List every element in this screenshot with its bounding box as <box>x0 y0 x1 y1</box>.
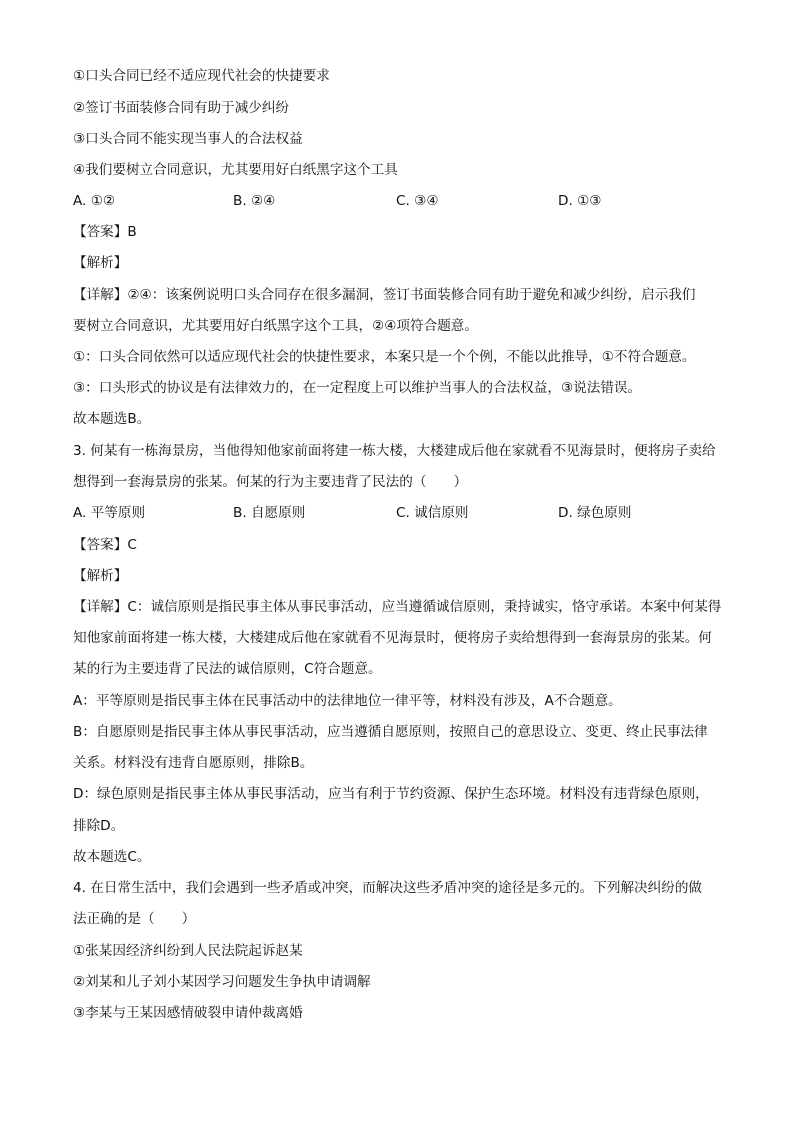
explanation-line: A：平等原则是指民事主体在民事活动中的法律地位一律平等，材料没有涉及，A不合题意。 <box>73 693 622 709</box>
explanation-line: 某的行为主要违背了民法的诚信原则，C符合题意。 <box>73 661 382 677</box>
explanation-line: ③：口头形式的协议是有法律效力的，在一定程度上可以维护当事人的合法权益，③说法错误。 <box>73 380 642 396</box>
question-4-stem: 4. 在日常生活中，我们会遇到一些矛盾或冲突，而解决这些矛盾冲突的途径是多元的。下列解决纠纷的做 <box>73 880 703 896</box>
explanation-line: 知他家前面将建一栋大楼，大楼建成后他在家就看不见海景时，便将房子卖给想得到一套海景房的张某。何 <box>73 630 712 646</box>
explanation-line: 【详解】C：诚信原则是指民事主体从事民事活动，应当遵循诚信原则，秉持诚实，恪守承诺。本案中何某得 <box>73 599 722 615</box>
statement-2: ②签订书面装修合同有助于减少纠纷 <box>73 100 290 116</box>
explanation-line: 关系。材料没有违背自愿原则，排除B。 <box>73 755 314 771</box>
explanation-line: B：自愿原则是指民事主体从事民事活动，应当遵循自愿原则，按照自己的意思设立、变更、终止民事法律 <box>73 724 708 740</box>
explanation-line: 要树立合同意识，尤其要用好白纸黑字这个工具，②④项符合题意。 <box>73 318 478 334</box>
statement-3: ③李某与王某因感情破裂申请仲裁离婚 <box>73 1005 303 1021</box>
analysis-label: 【解析】 <box>73 255 128 271</box>
q2-option-d: D. ①③ <box>558 193 602 209</box>
q3-option-b: B. 自愿原则 <box>233 505 306 521</box>
statement-1: ①口头合同已经不适应现代社会的快捷要求 <box>73 68 330 84</box>
statement-1: ①张某因经济纠纷到人民法院起诉赵某 <box>73 943 303 959</box>
analysis-label: 【解析】 <box>73 568 128 584</box>
q3-option-a: A. 平等原则 <box>73 505 146 521</box>
conclusion-line: 故本题选C。 <box>73 849 151 865</box>
explanation-line: 排除D。 <box>73 818 125 834</box>
q2-option-b: B. ②④ <box>233 193 276 209</box>
statement-3: ③口头合同不能实现当事人的合法权益 <box>73 131 303 147</box>
explanation-line: ①：口头合同依然可以适应现代社会的快捷性要求，本案只是一个个例，不能以此推导，①不符合题意。 <box>73 349 696 365</box>
question-4-stem: 法正确的是（ ） <box>73 911 196 927</box>
question-3-stem: 想得到一套海景房的张某。何某的行为主要违背了民法的（ ） <box>73 474 468 490</box>
explanation-line: D：绿色原则是指民事主体从事民事活动，应当有利于节约资源、保护生态环境。材料没有违背绿色原则， <box>73 786 709 802</box>
q2-option-c: C. ③④ <box>396 193 439 209</box>
explanation-line: 【详解】②④：该案例说明口头合同存在很多漏洞，签订书面装修合同有助于避免和减少纠纷，启示我们 <box>73 287 696 303</box>
answer-label: 【答案】B <box>73 224 137 240</box>
q3-option-c: C. 诚信原则 <box>396 505 469 521</box>
statement-4: ④我们要树立合同意识，尤其要用好白纸黑字这个工具 <box>73 162 398 178</box>
question-3-stem: 3. 何某有一栋海景房，当他得知他家前面将建一栋大楼，大楼建成后他在家就看不见海景时，便将房子卖给 <box>73 443 716 459</box>
statement-2: ②刘某和儿子刘小某因学习问题发生争执申请调解 <box>73 974 371 990</box>
conclusion-line: 故本题选B。 <box>73 411 151 427</box>
answer-label: 【答案】C <box>73 537 137 553</box>
q2-option-a: A. ①② <box>73 193 116 209</box>
q3-option-d: D. 绿色原则 <box>558 505 632 521</box>
